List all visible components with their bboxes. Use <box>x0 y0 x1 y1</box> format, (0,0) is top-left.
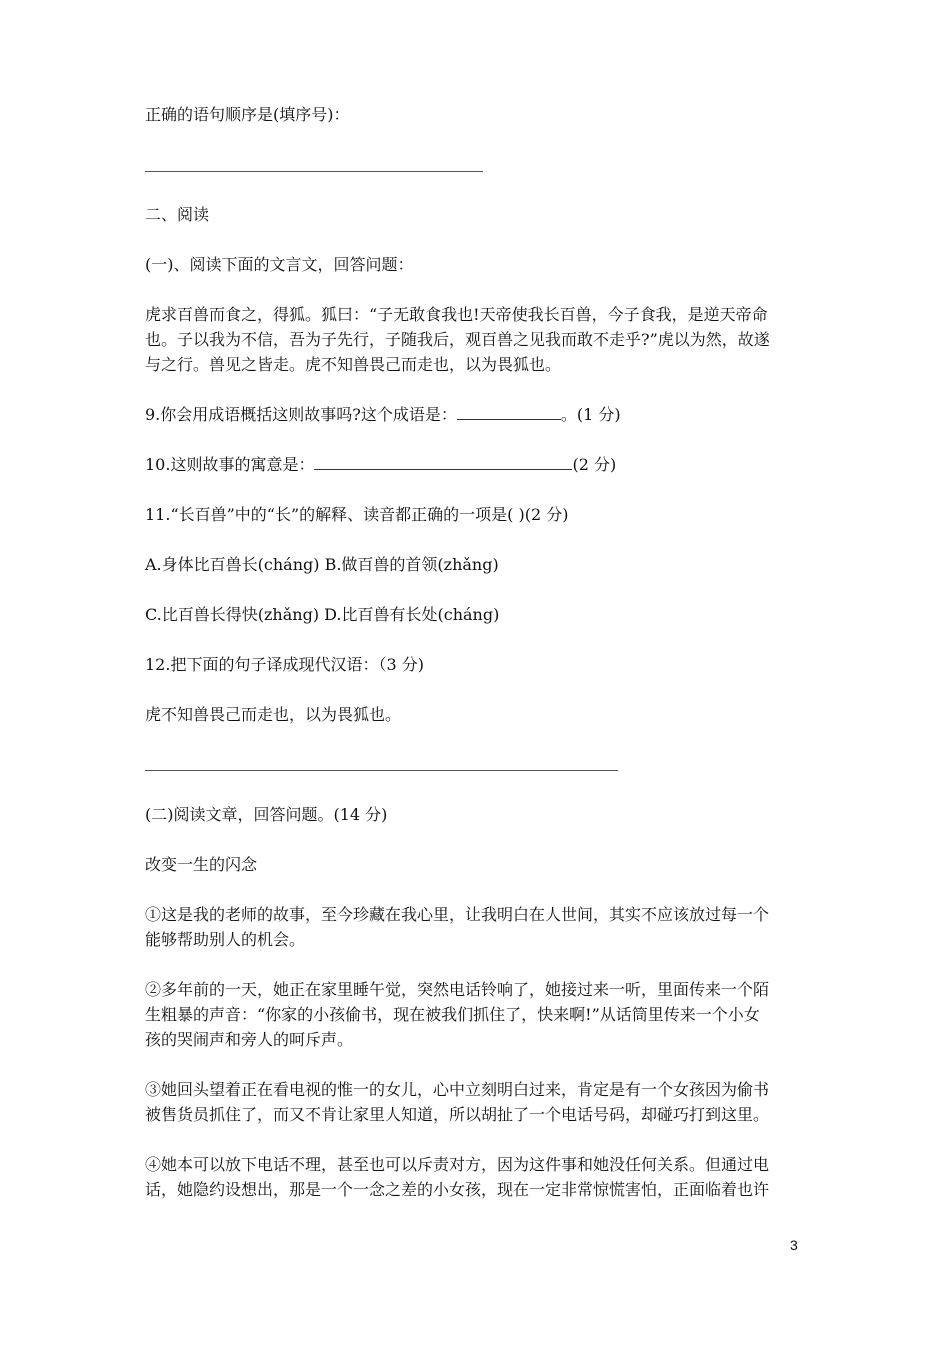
question-10 <box>145 455 616 475</box>
part-one-title: (一)、阅读下面的文言文，回答问题： <box>145 255 414 274</box>
question-9-blank <box>457 405 561 420</box>
article-line-3: ②多年前的一天，她正在家里睡午觉，突然电话铃响了，她接过来一听，里面传来一个陌 <box>145 980 770 999</box>
question-10-blank <box>314 455 572 470</box>
article-line-4: 生粗暴的声音：“你家的小孩偷书，现在被我们抓住了，快来啊!”从话筒里传来一个小女 <box>145 1005 760 1024</box>
question-10-points: (2 分) <box>572 455 617 474</box>
article-line-8: ④她本可以放下电话不理，甚至也可以斥责对方，因为这件事和她没任何关系。但通过电 <box>145 1155 770 1174</box>
question-11-options-cd: C.比百兽长得快(zhǎng) D.比百兽有长处(cháng) <box>145 605 500 624</box>
question-11-options-ab: A.身体比百兽长(cháng) B.做百兽的首领(zhǎng) <box>145 555 499 574</box>
passage-line-1: 虎求百兽而食之，得狐。狐曰：“子无敢食我也!天帝使我长百兽，今子食我，是逆天帝命 <box>145 305 768 324</box>
page-number: 3 <box>790 1237 798 1253</box>
order-prompt: 正确的语句顺序是(填序号)： <box>145 105 350 124</box>
article-title: 改变一生的闪念 <box>145 855 258 874</box>
section-two-title: 二、阅读 <box>145 205 210 224</box>
question-10-text: 10.这则故事的寓意是： <box>145 455 315 474</box>
article-line-9: 话，她隐约设想出，那是一个一念之差的小女孩，现在一定非常惊慌害怕，正面临着也许 <box>145 1180 770 1199</box>
passage-line-3: 与之行。兽见之皆走。虎不知兽畏己而走也，以为畏狐也。 <box>145 355 562 374</box>
article-line-5: 孩的哭闹声和旁人的呵斥声。 <box>145 1030 354 1049</box>
question-11: 11.“长百兽”中的“长”的解释、读音都正确的一项是( )(2 分) <box>145 505 569 524</box>
part-two-title: (二)阅读文章，回答问题。(14 分) <box>145 805 388 824</box>
article-line-1: ①这是我的老师的故事，至今珍藏在我心里，让我明白在人世间，其实不应该放过每一个 <box>145 905 770 924</box>
question-9-points: 。(1 分) <box>560 405 621 424</box>
question-9-text: 9.你会用成语概括这则故事吗?这个成语是： <box>145 405 457 424</box>
question-12: 12.把下面的句子译成现代汉语：（3 分) <box>145 655 424 674</box>
question-9 <box>145 405 621 425</box>
article-line-6: ③她回头望着正在看电视的惟一的女儿，心中立刻明白过来，肯定是有一个女孩因为偷书 <box>145 1080 770 1099</box>
passage-line-2: 也。子以我为不信，吾为子先行，子随我后，观百兽之见我而敢不走乎?”虎以为然，故遂 <box>145 330 770 349</box>
answer-line-q12 <box>145 770 618 771</box>
question-12-sentence: 虎不知兽畏己而走也，以为畏狐也。 <box>145 705 402 724</box>
article-line-7: 被售货员抓住了，而又不肯让家里人知道，所以胡扯了一个电话号码，却碰巧打到这里。 <box>145 1105 770 1124</box>
answer-line-order <box>145 171 483 172</box>
article-line-2: 能够帮助别人的机会。 <box>145 930 306 949</box>
